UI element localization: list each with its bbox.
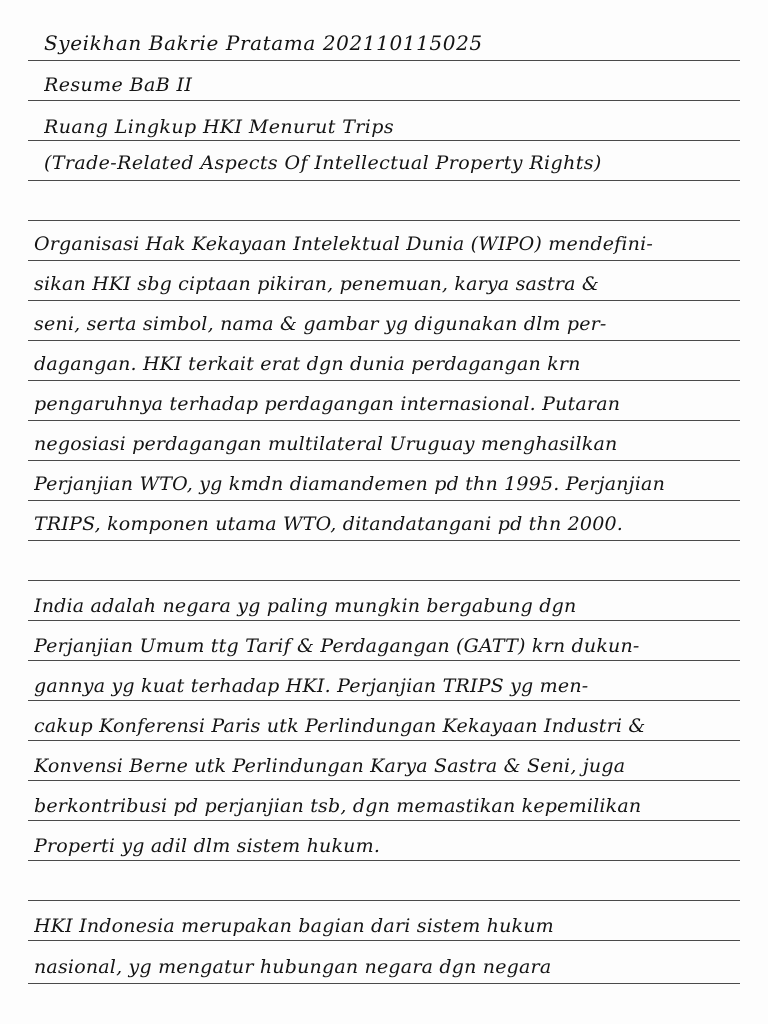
paragraph-2-line: berkontribusi pd perjanjian tsb, dgn memastikan kepemilikan: [34, 795, 642, 817]
ruled-line: [28, 740, 740, 741]
paragraph-1-line: TRIPS, komponen utama WTO, ditandatangani pd thn 2000.: [34, 513, 624, 535]
resume-heading: Resume BaB II: [44, 74, 193, 96]
ruled-line: [28, 340, 740, 341]
ruled-line: [28, 260, 740, 261]
paragraph-3-line: nasional, yg mengatur hubungan negara dgn negara: [34, 956, 552, 978]
paragraph-2-line: Konvensi Berne utk Perlindungan Karya Sastra & Seni, juga: [34, 755, 626, 777]
paragraph-2-line: India adalah negara yg paling mungkin bergabung dgn: [34, 595, 577, 617]
ruled-line: [28, 380, 740, 381]
ruled-line: [28, 500, 740, 501]
ruled-line: [28, 540, 740, 541]
topic-heading: Ruang Lingkup HKI Menurut Trips: [44, 116, 394, 138]
paragraph-1-line: seni, serta simbol, nama & gambar yg digunakan dlm per-: [34, 313, 607, 335]
paragraph-2-line: cakup Konferensi Paris utk Perlindungan Kekayaan Industri &: [34, 715, 646, 737]
ruled-line: [28, 300, 740, 301]
author-name-line: Syeikhan Bakrie Pratama 202110115025: [44, 31, 483, 55]
paragraph-1-line: negosiasi perdagangan multilateral Uruguay menghasilkan: [34, 433, 618, 455]
ruled-line: [28, 660, 740, 661]
paragraph-1-line: dagangan. HKI terkait erat dgn dunia perdagangan krn: [34, 353, 581, 375]
ruled-line: [28, 940, 740, 941]
paragraph-3-line: HKI Indonesia merupakan bagian dari sistem hukum: [34, 915, 554, 937]
ruled-line: [28, 60, 740, 61]
paragraph-1-line: sikan HKI sbg ciptaan pikiran, penemuan, karya sastra &: [34, 273, 600, 295]
paragraph-1-line: Organisasi Hak Kekayaan Intelektual Dunia (WIPO) mendefini-: [34, 233, 654, 255]
ruled-line: [28, 220, 740, 221]
ruled-line: [28, 420, 740, 421]
ruled-line: [28, 460, 740, 461]
paragraph-1-line: Perjanjian WTO, yg kmdn diamandemen pd thn 1995. Perjanjian: [34, 473, 666, 495]
ruled-line: [28, 900, 740, 901]
paragraph-2-line: Perjanjian Umum ttg Tarif & Perdagangan (GATT) krn dukun-: [34, 635, 640, 657]
ruled-line: [28, 180, 740, 181]
ruled-line: [28, 100, 740, 101]
paragraph-1-line: pengaruhnya terhadap perdagangan internasional. Putaran: [34, 393, 621, 415]
ruled-line: [28, 780, 740, 781]
ruled-line: [28, 580, 740, 581]
ruled-line: [28, 700, 740, 701]
ruled-line: [28, 983, 740, 984]
ruled-line: [28, 620, 740, 621]
ruled-line: [28, 820, 740, 821]
paragraph-2-line: Properti yg adil dlm sistem hukum.: [34, 835, 381, 857]
paragraph-2-line: gannya yg kuat terhadap HKI. Perjanjian TRIPS yg men-: [34, 675, 589, 697]
subtopic-heading: (Trade-Related Aspects Of Intellectual Property Rights): [44, 152, 602, 174]
ruled-line: [28, 140, 740, 141]
ruled-line: [28, 860, 740, 861]
